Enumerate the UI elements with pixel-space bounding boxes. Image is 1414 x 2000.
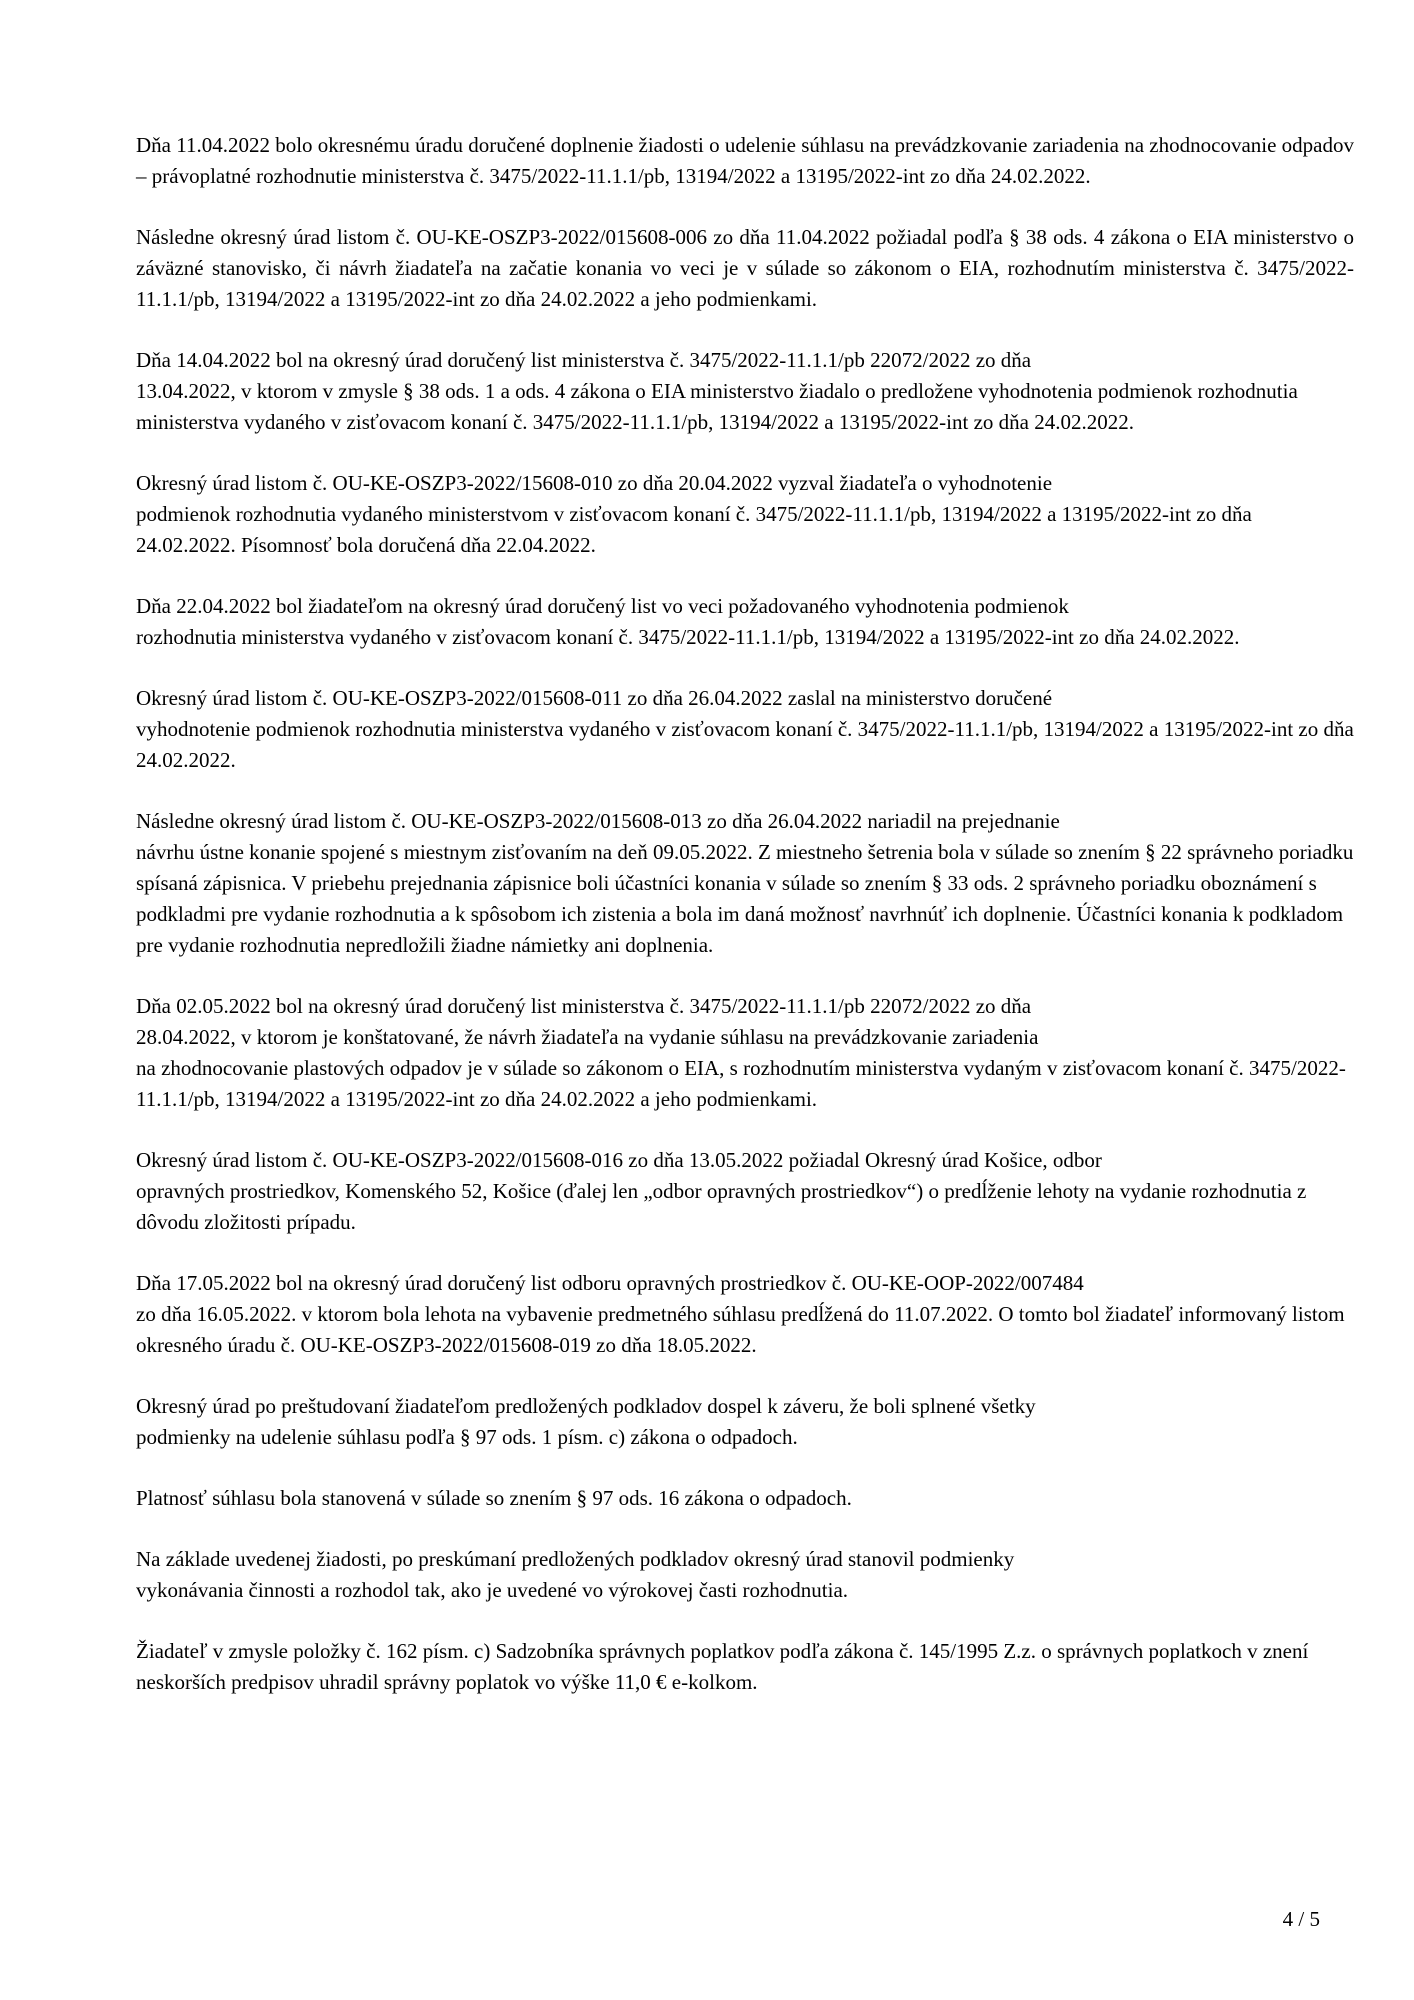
paragraph-ministry-letter-2: Dňa 02.05.2022 bol na okresný úrad doručený list ministerstva č. 3475/2022-11.1.1/pb 22072/2022 zo dňa 28.04.2022, v ktorom je konštatované, že návrh žiadateľa na vydanie súhlasu na prevádzkovanie zariadenia na zhodnocovanie plastových odpadov je v súlade so zákonom o EIA, s rozhodnutím ministerstva vydaným v zisťovacom konaní č. 3475/2022-11.1.1/pb, 13194/2022 a 13195/2022-int zo dňa 24.02.2022 a jeho podmienkami. (136, 994, 1346, 1111)
paragraph-ministry-letter-1: Dňa 14.04.2022 bol na okresný úrad doručený list ministerstva č. 3475/2022-11.1.1/pb 22072/2022 zo dňa 13.04.2022, v ktorom v zmysle § 38 ods. 1 a ods. 4 zákona o EIA ministerstvo žiadalo o predložene vyhodnotenia podmienok rozhodnutia ministerstva vydaného v zisťovacom konaní č. 3475/2022-11.1.1/pb, 13194/2022 a 13195/2022-int zo dňa 24.02.2022. (136, 348, 1298, 434)
page-number: 4 / 5 (1282, 1907, 1320, 1931)
document-body (136, 130, 1354, 1728)
paragraph-application-supplement: Dňa 11.04.2022 bolo okresnému úradu doručené doplnenie žiadosti o udelenie súhlasu na prevádzkovanie zariadenia na zhodnocovanie odpadov – právoplatné rozhodnutie ministerstva č. 3475/2022-11.1.1/pb, 13194/2022 a 13195/2022-int zo dňa 24.02.2022. (136, 133, 1354, 188)
paragraph-deadline-extension-request: Okresný úrad listom č. OU-KE-OSZP3-2022/015608-016 zo dňa 13.05.2022 požiadal Okresný úrad Košice, odbor opravných prostriedkov, Komenského 52, Košice (ďalej len „odbor opravných prostriedkov“) o predĺženie lehoty na vydanie rozhodnutia z dôvodu zložitosti prípadu. (136, 1148, 1307, 1234)
paragraph-applicant-letter: Dňa 22.04.2022 bol žiadateľom na okresný úrad doručený list vo veci požadovaného vyhodnotenia podmienok rozhodnutia ministerstva vydaného v zisťovacom konaní č. 3475/2022-11.1.1/pb, 13194/2022 a 13195/2022-int zo dňa 24.02.2022. (136, 594, 1240, 649)
paragraph-fee: Žiadateľ v zmysle položky č. 162 písm. c) Sadzobníka správnych poplatkov podľa zákona č. 145/1995 Z.z. o správnych poplatkoch v znení neskorších predpisov uhradil správny poplatok vo výške 11,0 € e-kolkom. (136, 1639, 1309, 1694)
paragraph-oral-hearing: Následne okresný úrad listom č. OU-KE-OSZP3-2022/015608-013 zo dňa 26.04.2022 nariadil na prejednanie návrhu ústne konanie spojené s miestnym zisťovaním na deň 09.05.2022. Z miestneho šetrenia bola v súlade so znením § 22 správneho poriadku spísaná zápisnica. V priebehu prejednania zápisnice boli účastníci konania v súlade so znením § 33 ods. 2 správneho poriadku oboznámení s podkladmi pre vydanie rozhodnutia a k spôsobom ich zistenia a bola im daná možnosť navrhnúť ich doplnenie. Účastníci konania k podkladom pre vydanie rozhodnutia nepredložili žiadne námietky ani doplnenia. (136, 809, 1354, 957)
paragraph-sent-to-ministry: Okresný úrad listom č. OU-KE-OSZP3-2022/015608-011 zo dňa 26.04.2022 zaslal na ministerstvo doručené vyhodnotenie podmienok rozhodnutia ministerstva vydaného v zisťovacom konaní č. 3475/2022-11.1.1/pb, 13194/2022 a 13195/2022-int zo dňa 24.02.2022. (136, 686, 1354, 772)
paragraph-request-binding-opinion: Následne okresný úrad listom č. OU-KE-OSZP3-2022/015608-006 zo dňa 11.04.2022 požiadal podľa § 38 ods. 4 zákona o EIA ministerstvo o záväzné stanovisko, či návrh žiadateľa na začatie konania vo veci je v súlade so zákonom o EIA, rozhodnutím ministerstva č. 3475/2022-11.1.1/pb, 13194/2022 a 13195/2022-int zo dňa 24.02.2022 a jeho podmienkami. (136, 225, 1354, 311)
paragraph-conclusion: Okresný úrad po preštudovaní žiadateľom predložených podkladov dospel k záveru, že boli splnené všetky podmienky na udelenie súhlasu podľa § 97 ods. 1 písm. c) zákona o odpadoch. (136, 1394, 1036, 1449)
paragraph-deadline-extended: Dňa 17.05.2022 bol na okresný úrad doručený list odboru opravných prostriedkov č. OU-KE-OOP-2022/007484 zo dňa 16.05.2022. v ktorom bola lehota na vybavenie predmetného súhlasu predĺžená do 11.07.2022. O tomto bol žiadateľ informovaný listom okresného úradu č. OU-KE-OSZP3-2022/015608-019 zo dňa 18.05.2022. (136, 1271, 1345, 1357)
paragraph-validity: Platnosť súhlasu bola stanovená v súlade so znením § 97 ods. 16 zákona o odpadoch. (136, 1486, 852, 1510)
paragraph-decision-basis: Na základe uvedenej žiadosti, po preskúmaní predložených podkladov okresný úrad stanovil podmienky vykonávania činnosti a rozhodol tak, ako je uvedené vo výrokovej časti rozhodnutia. (136, 1547, 1015, 1602)
paragraph-call-for-evaluation: Okresný úrad listom č. OU-KE-OSZP3-2022/15608-010 zo dňa 20.04.2022 vyzval žiadateľa o vyhodnotenie podmienok rozhodnutia vydaného ministerstvom v zisťovacom konaní č. 3475/2022-11.1.1/pb, 13194/2022 a 13195/2022-int zo dňa 24.02.2022. Písomnosť bola doručená dňa 22.04.2022. (136, 471, 1252, 557)
